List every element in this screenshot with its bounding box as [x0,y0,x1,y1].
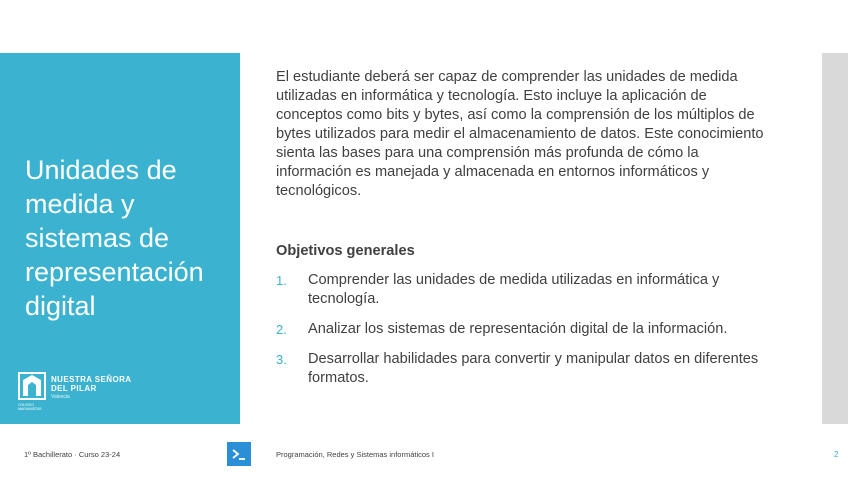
right-side-bar [822,53,848,424]
objective-text: Analizar los sistemas de representación digital de la información. [308,321,728,337]
page-number: 2 [834,450,839,459]
objective-number: 3. [276,352,287,367]
terminal-icon [227,442,251,466]
school-logo-icon [18,372,46,400]
objective-text: Desarrollar habilidades para convertir y manipular datos en diferentes formatos. [308,351,759,386]
school-logo [18,372,148,412]
objective-item [276,320,776,339]
slide-title: Unidades de medida y sistemas de representación digital [25,155,204,321]
slide-content [276,68,776,201]
objective-item [276,350,776,388]
footer-subject: Programación, Redes y Sistemas informáticos I [276,450,434,459]
objectives-list [276,271,776,399]
intro-paragraph: El estudiante deberá ser capaz de comprender las unidades de medida utilizadas en informática y tecnología. Esto incluye la aplicación de conceptos como bits y bytes, así como la comprensión de los múltiplos de bytes utilizados para medir el almacenamiento de datos. Este conocimiento sienta las bases para una comprensión más profunda de cómo la información es manejada y almacenada en entornos informáticos y tecnológicos. [276,69,764,199]
objective-number: 2. [276,322,287,337]
logo-city: Valencia [51,394,70,400]
footer-course-year: 1º Bachillerato · Curso 23-24 [24,450,121,459]
logo-name-line1: NUESTRA SEÑORA [51,375,132,384]
objectives-heading: Objetivos generales [276,243,415,259]
logo-name-line2: DEL PILAR [51,384,97,393]
logo-name [51,375,151,393]
objective-text: Comprender las unidades de medida utilizadas en informática y tecnología. [308,272,720,307]
terminal-prompt-icon [231,447,247,461]
objective-item [276,271,776,309]
objective-number: 1. [276,273,287,288]
logo-subtitle: COLEGIO MARIANISTAS [18,403,42,411]
